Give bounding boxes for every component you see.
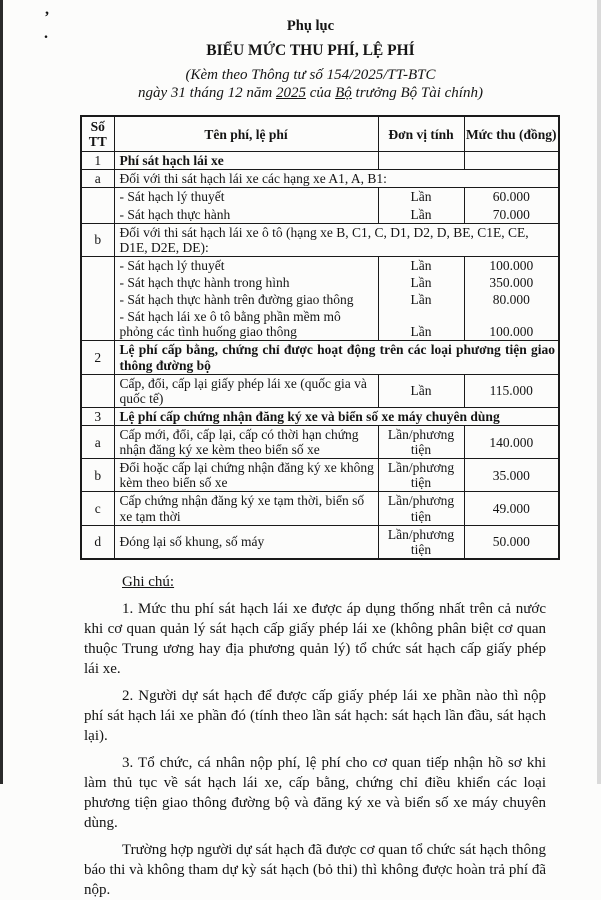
fee-row xyxy=(81,188,559,206)
cell-unit xyxy=(378,152,464,170)
notes-paragraphs xyxy=(84,599,546,900)
cell-number: d xyxy=(81,525,114,559)
page-title: BIỂU MỨC THU PHÍ, LỆ PHÍ xyxy=(206,42,415,59)
cell-fee-name: Đối với thi sát hạch lái xe các hạng xe A1, A, B1: xyxy=(114,170,559,188)
fee-row xyxy=(81,152,559,170)
subtitle-part: trưởng Bộ Tài chính) xyxy=(351,85,483,101)
cell-fee-name: Đóng lại số khung, số máy xyxy=(114,525,378,559)
fee-row xyxy=(81,308,559,341)
cell-amount: 35.000 xyxy=(464,459,559,492)
subtitle-part: của xyxy=(305,85,336,101)
cell-amount: 70.000 xyxy=(464,206,559,224)
scan-edge-left xyxy=(0,0,3,784)
cell-fee-name: - Sát hạch lái xe ô tô bằng phần mềm mô phỏng các tình huống giao thông xyxy=(114,308,378,341)
document-subtitle xyxy=(20,66,601,102)
cell-amount: 350.000 xyxy=(464,274,559,291)
cell-fee-name: - Sát hạch thực hành xyxy=(114,206,378,224)
fee-row xyxy=(81,274,559,291)
fee-row xyxy=(81,492,559,525)
fee-row xyxy=(81,425,559,458)
cell-amount: 80.000 xyxy=(464,291,559,308)
cell-unit: Lần/phương tiện xyxy=(378,425,464,458)
cell-unit: Lần/phương tiện xyxy=(378,492,464,525)
cell-unit: Lần/phương tiện xyxy=(378,525,464,559)
col-header-unit: Đơn vị tính xyxy=(378,116,464,152)
fee-row xyxy=(81,459,559,492)
cell-number: b xyxy=(81,223,114,256)
table-header-row xyxy=(81,116,559,152)
cell-fee-name: Đối với thi sát hạch lái xe ô tô (hạng xe B, C1, C, D1, D2, D, BE, C1E, CE, D1E, D2E, DE): xyxy=(114,223,559,256)
cell-number: 2 xyxy=(81,341,114,374)
cell-number: a xyxy=(81,425,114,458)
cell-unit: Lần xyxy=(378,256,464,274)
cell-unit: Lần xyxy=(378,308,464,341)
cell-unit: Lần xyxy=(378,291,464,308)
cell-fee-name: Lệ phí cấp bằng, chứng chỉ được hoạt động trên các loại phương tiện giao thông đường bộ xyxy=(114,341,559,374)
cell-number: c xyxy=(81,492,114,525)
fee-row xyxy=(81,206,559,224)
fee-row xyxy=(81,256,559,274)
note-paragraph: 3. Tổ chức, cá nhân nộp phí, lệ phí cho cơ quan tiếp nhận hồ sơ khi làm thủ tục về sát hạch lái xe, cấp bằng, chứng chỉ điều khiển các loại phương tiện giao thông đường bộ và đăng ký xe và biển số xe máy chuyên dùng. xyxy=(84,754,546,831)
cell-amount: 140.000 xyxy=(464,425,559,458)
cell-amount: 100.000 xyxy=(464,256,559,274)
cell-number xyxy=(81,256,114,274)
cell-unit: Lần xyxy=(378,206,464,224)
cell-unit: Lần xyxy=(378,374,464,407)
subtitle-underlined-year: 2025 xyxy=(275,85,306,101)
fee-row xyxy=(81,374,559,407)
cell-fee-name: Phí sát hạch lái xe xyxy=(114,152,378,170)
cell-fee-name: Lệ phí cấp chứng nhận đăng ký xe và biển số xe máy chuyên dùng xyxy=(114,407,559,425)
cell-number xyxy=(81,188,114,206)
subtitle-underlined-word: Bộ xyxy=(335,85,352,101)
cell-unit: Lần xyxy=(378,188,464,206)
cell-number xyxy=(81,374,114,407)
fee-table xyxy=(80,115,560,560)
cell-amount: 100.000 xyxy=(464,308,559,341)
cell-number xyxy=(81,308,114,341)
cell-fee-name: Đổi hoặc cấp lại chứng nhận đăng ký xe không kèm theo biển số xe xyxy=(114,459,378,492)
subtitle-line2 xyxy=(20,84,601,102)
subtitle-part: ngày 31 tháng 12 năm xyxy=(138,85,276,101)
note-paragraph: 1. Mức thu phí sát hạch lái xe được áp dụng thống nhất trên cả nước khi cơ quan quản lý sát hạch cấp giấy phép lái xe (không phân biệt cơ quan thuộc Trung ương hay địa phương quản lý) tổ chức sát hạch cấp giấy phép lái xe. xyxy=(84,600,546,677)
fee-row xyxy=(81,525,559,559)
document-header xyxy=(20,0,601,102)
cell-amount: 49.000 xyxy=(464,492,559,525)
note-paragraph: 2. Người dự sát hạch để được cấp giấy phép lái xe phần nào thì nộp phí sát hạch lái xe phần đó (tính theo lần sát hạch: sát hạch lần đầu, sát hạch lại). xyxy=(84,687,546,744)
cell-fee-name: Cấp chứng nhận đăng ký xe tạm thời, biển số xe tạm thời xyxy=(114,492,378,525)
col-header-fee-name: Tên phí, lệ phí xyxy=(114,116,378,152)
fee-group-row xyxy=(81,407,559,425)
cell-amount: 115.000 xyxy=(464,374,559,407)
cell-fee-name: - Sát hạch lý thuyết xyxy=(114,188,378,206)
note-paragraph: Trường hợp người dự sát hạch đã được cơ quan tổ chức sát hạch thông báo thi và không tham dự kỳ sát hạch (bỏ thi) thì không được hoàn trả phí đã nộp. xyxy=(84,841,546,898)
subtitle-line1: (Kèm theo Thông tư số 154/2025/TT-BTC xyxy=(185,67,436,83)
fee-group-row xyxy=(81,341,559,374)
notes-section xyxy=(84,572,546,900)
scan-artifact-mark: . xyxy=(44,25,48,42)
notes-heading: Ghi chú: xyxy=(122,573,175,590)
cell-amount: 60.000 xyxy=(464,188,559,206)
col-header-stt: Số TT xyxy=(81,116,114,152)
cell-number: a xyxy=(81,170,114,188)
cell-number: 1 xyxy=(81,152,114,170)
fee-row xyxy=(81,291,559,308)
scan-artifact-mark: , xyxy=(45,1,49,18)
appendix-label: Phụ lục xyxy=(286,18,335,34)
cell-fee-name: - Sát hạch thực hành trong hình xyxy=(114,274,378,291)
cell-number xyxy=(81,206,114,224)
cell-fee-name: Cấp mới, đổi, cấp lại, cấp có thời hạn chứng nhận đăng ký xe kèm theo biển số xe xyxy=(114,425,378,458)
fee-group-row xyxy=(81,223,559,256)
cell-number: 3 xyxy=(81,407,114,425)
cell-fee-name: - Sát hạch lý thuyết xyxy=(114,256,378,274)
cell-amount: 50.000 xyxy=(464,525,559,559)
col-header-amount: Mức thu (đồng) xyxy=(464,116,559,152)
cell-fee-name: - Sát hạch thực hành trên đường giao thông xyxy=(114,291,378,308)
cell-amount xyxy=(464,152,559,170)
cell-number xyxy=(81,274,114,291)
cell-number: b xyxy=(81,459,114,492)
cell-unit: Lần xyxy=(378,274,464,291)
cell-number xyxy=(81,291,114,308)
cell-fee-name: Cấp, đổi, cấp lại giấy phép lái xe (quốc gia và quốc tế) xyxy=(114,374,378,407)
fee-table-body xyxy=(81,152,559,559)
cell-unit: Lần/phương tiện xyxy=(378,459,464,492)
fee-group-row xyxy=(81,170,559,188)
scan-edge-right xyxy=(597,0,601,784)
